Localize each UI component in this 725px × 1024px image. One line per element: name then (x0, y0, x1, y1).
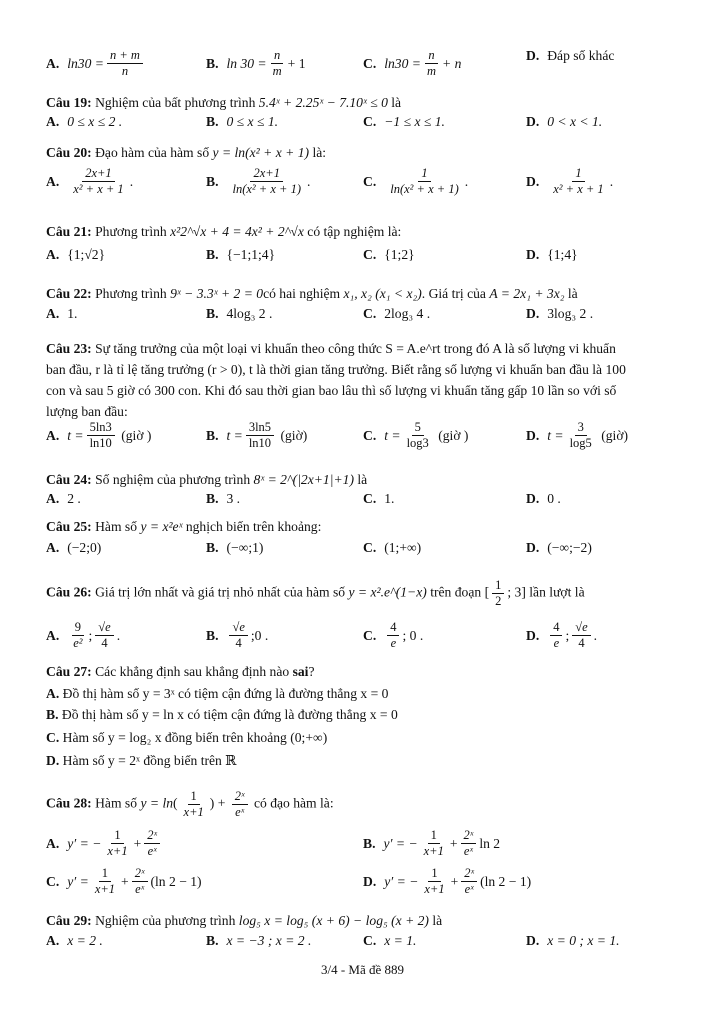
q26-stem: Câu 26: Giá trị lớn nhất và giá trị nhỏ nhất của hàm số y = x².e^(1−x) trên đoạn [ $\frac{1}{2}$ ; 3] lần lượt là (46, 578, 585, 608)
q21-option-d[interactable]: D. {1;4} (526, 247, 578, 262)
q29-option-a[interactable]: A. x = 2 . (46, 933, 103, 948)
q18-option-d[interactable]: D. Đáp số khác (526, 48, 615, 63)
q20-option-d[interactable]: D. $\frac{1}{\text{x² + x + 1}}$ . (526, 166, 614, 196)
q18-option-c[interactable]: C. ln30 = $\frac{n}{m}$ + n (363, 48, 462, 78)
q24-option-b[interactable]: B. 3 . (206, 491, 241, 506)
q26-option-c[interactable]: C. $\frac{4}{e}$ ; 0 . (363, 620, 424, 650)
q21-options (46, 247, 696, 287)
q23-stem: Câu 23: Sự tăng trưởng của một loại vi khuẩn theo công thức S = A.e^rt trong đó A là số lượng vi khuẩn ban đầu, r là tỉ lệ tăng trưởng (r > 0), t là thời gian tăng trưởng. Biết rằng số lượng vi khuẩn ban đầu là 100 con và sau 5 giờ có 300 con. Khi đó sau thời gian bao lâu thì số lượng vi khuẩn tăng gấp 10 lần so với số lượng ban đầu: (46, 341, 626, 419)
q28-options-row1 (46, 828, 696, 868)
q18-options (46, 48, 696, 88)
q20-options (46, 166, 696, 206)
q20-option-c[interactable]: C. $\frac{1}{\text{ln(x² + x + 1)}}$ . (363, 166, 469, 196)
q28-option-b[interactable]: B. y′ = − $\frac{1}{x+1}$ + $\frac{\text{2ˣ}}{\text{eˣ}}$ ln 2 (363, 828, 501, 858)
q23-option-c[interactable]: C. t = $\frac{5}{\log 3}$ (giờ ) (363, 420, 469, 450)
q22-option-c[interactable]: C. 2log₃ 4 . (363, 306, 431, 321)
q19-option-d[interactable]: D. 0 < x < 1. (526, 114, 603, 129)
q27-stem: Câu 27: Các khẳng định sau khẳng định nào sai? (46, 664, 315, 679)
q25-option-d[interactable]: D. (−∞;−2) (526, 540, 592, 555)
q25-option-a[interactable]: A. (−2;0) (46, 540, 102, 555)
q22-stem: Câu 22: Phương trình 9ˣ − 3.3ˣ + 2 = 0có hai nghiệm x₁, x₂ (x₁ < x₂). Giá trị của A = 2x₁ + 3x₂ là (46, 286, 578, 301)
q29-stem: Câu 29: Nghiệm của phương trình log₅ x = log₅ (x + 6) − log₅ (x + 2) là (46, 913, 443, 928)
q21-option-b[interactable]: B. {−1;1;4} (206, 247, 276, 262)
q26-option-a[interactable]: A. $\frac{9}{\text{e²}}$ ; $\frac{√e}{4}$ . (46, 620, 121, 650)
q18-option-a[interactable]: A. ln30 = $\frac{n + m}{n}$ (46, 48, 146, 79)
q27-option-c[interactable]: C. Hàm số y = log₂ x đồng biến trên khoảng (0;+∞) (46, 730, 328, 745)
q26-option-b[interactable]: B. $\frac{√e}{4}$ ;0 . (206, 620, 269, 650)
q26-option-d[interactable]: D. $\frac{4}{e}$ ; $\frac{√e}{4}$ . (526, 620, 598, 650)
q28-options-row2 (46, 866, 696, 906)
q23-option-d[interactable]: D. t = $\frac{3}{\log 5}$ (giờ) (526, 420, 629, 450)
q27-option-b[interactable]: B. Đồ thị hàm số y = ln x có tiệm cận đứng là đường thẳng x = 0 (46, 707, 398, 722)
q29-option-c[interactable]: C. x = 1. (363, 933, 417, 948)
q23-option-b[interactable]: B. t = $\frac{3\ln 5}{\ln 10}$ (giờ) (206, 420, 308, 450)
q21-option-c[interactable]: C. {1;2} (363, 247, 415, 262)
q21-stem: Câu 21: Phương trình x²2^√x + 4 = 4x² + 2^√x có tập nghiệm là: (46, 224, 402, 239)
q24-option-c[interactable]: C. 1. (363, 491, 395, 506)
q27-option-d[interactable]: D. Hàm số y = 2ˣ đồng biến trên ℝ (46, 753, 237, 768)
q23-option-a[interactable]: A. t = $\frac{5\ln 3}{\ln 10}$ (giờ ) (46, 420, 152, 450)
q20-stem: Câu 20: Đạo hàm của hàm số y = ln(x² + x + 1) là: (46, 145, 327, 160)
q22-option-b[interactable]: B. 4log₃ 2 . (206, 306, 273, 321)
q24-stem: Câu 24: Số nghiệm của phương trình 8ˣ = 2^(|2x+1|+1) là (46, 472, 368, 487)
q28-stem: Câu 28: Hàm số y = ln( $\frac{1}{x+1}$ ) + $\frac{\text{2ˣ}}{\text{eˣ}}$ có đạo hàm là: (46, 789, 334, 819)
q29-option-b[interactable]: B. x = −3 ; x = 2 . (206, 933, 312, 948)
q25-options (46, 540, 696, 580)
q21-option-a[interactable]: A. {1;√2} (46, 247, 106, 262)
q28-option-a[interactable]: A. y′ = − $\frac{1}{x+1}$ + $\frac{\text{2ˣ}}{\text{eˣ}}$ (46, 828, 163, 859)
q19-option-b[interactable]: B. 0 ≤ x ≤ 1. (206, 114, 279, 129)
q24-option-d[interactable]: D. 0 . (526, 491, 561, 506)
q19-stem: Câu 19: Nghiệm của bất phương trình 5.4ˣ + 2.25ˣ − 7.10ˣ ≤ 0 là (46, 95, 402, 110)
q19-option-c[interactable]: C. −1 ≤ x ≤ 1. (363, 114, 445, 129)
q28-option-d[interactable]: D. y′ = − $\frac{1}{x+1}$ + $\frac{\text{2ˣ}}{\text{eˣ}}$ (ln 2 − 1) (363, 866, 532, 896)
q25-option-b[interactable]: B. (−∞;1) (206, 540, 264, 555)
q25-stem: Câu 25: Hàm số y = x²eˣ nghịch biến trên khoảng: (46, 519, 322, 534)
q27-option-a[interactable]: A. Đồ thị hàm số y = 3ˣ có tiệm cận đứng là đường thẳng x = 0 (46, 686, 389, 701)
q25-option-c[interactable]: C. (1;+∞) (363, 540, 422, 555)
q24-option-a[interactable]: A. 2 . (46, 491, 81, 506)
q18-option-b[interactable]: B. ln 30 = $\frac{n}{m}$ + 1 (206, 48, 306, 78)
q26-options (46, 620, 696, 660)
q20-option-a[interactable]: A. $\frac{2x+1}{\text{x² + x + 1}}$ . (46, 166, 134, 196)
page-footer: 3/4 - Mã đề 889 (320, 962, 405, 977)
q29-option-d[interactable]: D. x = 0 ; x = 1. (526, 933, 620, 948)
q23-options (46, 420, 696, 460)
q22-option-d[interactable]: D. 3log₃ 2 . (526, 306, 594, 321)
q19-option-a[interactable]: A. 0 ≤ x ≤ 2 . (46, 114, 123, 129)
q20-option-b[interactable]: B. $\frac{2x+1}{\text{ln(x² + x + 1)}}$ . (206, 166, 311, 196)
q28-option-c[interactable]: C. y′ = $\frac{1}{x+1}$ + $\frac{\text{2ˣ}}{\text{eˣ}}$ (ln 2 − 1) (46, 866, 202, 896)
q22-option-a[interactable]: A. 1. (46, 306, 78, 321)
